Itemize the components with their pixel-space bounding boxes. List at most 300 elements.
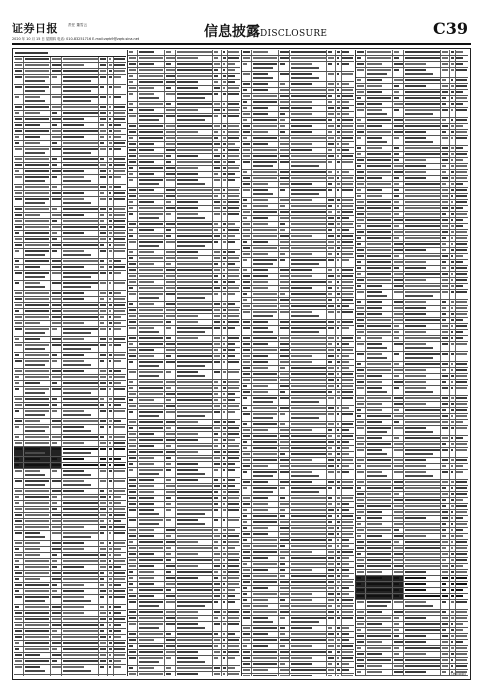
table-cell [165,222,176,227]
table-cell [242,130,252,135]
table-cell [62,457,99,462]
table-cell [51,409,62,418]
table-cell [128,404,138,409]
table-cell [14,665,24,674]
table-cell [327,592,336,597]
table-cell [252,550,279,555]
table-cell [99,291,108,296]
table-cell [252,674,279,676]
table-cell [24,95,51,104]
table-cell [356,284,366,289]
table-cell [165,468,176,477]
table-cell [327,632,336,637]
table-cell [456,480,468,485]
table-cell [456,448,468,457]
table-row [14,175,126,185]
table-cell [128,508,138,517]
table-cell [165,360,176,369]
table-cell [441,206,450,211]
table-cell [228,194,240,199]
table-cell [366,426,393,435]
table-cell [393,558,404,563]
table-row [14,281,126,291]
table-cell [242,604,252,609]
table-cell [138,124,165,129]
table-cell [165,256,176,261]
table-cell [51,531,62,540]
table-cell [213,478,222,483]
table-cell [228,558,240,563]
table-cell [24,589,51,594]
table-cell [279,562,290,567]
table-cell [393,540,404,545]
table-cell [290,292,327,297]
table-cell [404,284,441,289]
table-cell [252,422,279,427]
table-cell [356,306,366,311]
table-cell [441,528,450,533]
table-cell [176,102,213,107]
table-cell [404,68,441,77]
table-cell [252,222,279,227]
table-cell [456,146,468,151]
table-cell [441,420,450,425]
table-cell [51,337,62,342]
date-line: 2020 年 10 月 15 日 星期四 电话: 010-83251716 E-mail:zqrb9@zqrb.sina.net [12,37,140,41]
table-cell [393,380,404,385]
table-cell [242,378,252,383]
table-cell [356,558,366,563]
table-cell [242,434,252,439]
table-cell [228,108,240,113]
table-cell [128,114,138,123]
table-cell [228,582,240,587]
table-cell [128,622,138,631]
table-cell [404,552,441,557]
table-cell [393,136,404,145]
table-cell [356,420,366,425]
table-cell [62,463,99,468]
table-cell [404,634,441,639]
table-cell [24,141,51,146]
table-cell [356,380,366,385]
table-cell [228,154,240,159]
table-cell [327,550,336,555]
table-cell [279,106,290,111]
table-cell [290,452,327,457]
table-cell [128,528,138,533]
table-cell [252,82,279,87]
table-cell [128,314,138,319]
table-cell [441,230,450,235]
table-cell [393,594,404,599]
table-cell [356,118,366,123]
table-cell [393,664,404,669]
table-cell [62,85,99,94]
table-cell [14,387,24,396]
table-cell [62,291,99,296]
table-cell [279,292,290,297]
table-cell [252,72,279,81]
table-cell [128,490,138,495]
table-cell [213,194,222,199]
table-cell [441,640,450,645]
table-cell [456,188,468,193]
table-cell [404,564,441,569]
table-cell [176,576,213,581]
table-cell [290,188,327,197]
table-cell [342,240,354,245]
table-cell [456,248,468,253]
table-cell [342,434,354,439]
table-cell [279,342,290,347]
table-cell [366,528,393,533]
table-cell [290,258,327,267]
table-cell [393,504,404,509]
table-cell [327,604,336,609]
table-cell [327,336,336,341]
table-cell [356,224,366,229]
table-cell [62,213,99,218]
table-cell [393,600,404,609]
table-cell [279,148,290,153]
table-cell [342,390,354,395]
table-cell [242,154,252,159]
table-cell [393,218,404,223]
table-cell [441,664,450,669]
table-cell [342,668,354,673]
table-cell [252,234,279,239]
table-cell [366,56,393,61]
table-cell [342,336,354,341]
table-cell [342,354,354,359]
table-cell [290,170,327,175]
table-cell [342,626,354,631]
table-cell [252,274,279,279]
table-cell [279,160,290,169]
table-cell [14,69,24,74]
table-cell [327,440,336,445]
table-cell [176,124,213,129]
table-row [356,352,468,362]
table-cell [51,605,62,610]
table-cell [228,370,240,379]
table-cell [99,653,108,658]
table-cell [24,501,51,506]
table-cell [342,100,354,105]
table-cell [14,185,24,190]
table-cell [393,278,404,283]
table-cell [138,672,165,676]
table-cell [128,638,138,643]
table-cell [138,348,165,353]
table-cell [24,479,51,488]
table-cell [441,182,450,187]
table-cell [327,390,336,395]
table-cell [252,520,279,525]
table-cell [242,650,252,655]
table-cell [14,381,24,386]
table-cell [404,402,441,407]
table-cell [441,582,450,587]
table-cell [279,136,290,141]
table-cell [290,480,327,485]
table-row [128,656,240,666]
table-cell [441,248,450,253]
table-cell [327,88,336,93]
table-cell [404,306,441,311]
table-cell [114,635,126,640]
table-cell [404,254,441,259]
table-cell [327,228,336,233]
table-cell [176,50,213,55]
table-cell [228,336,240,341]
table-cell [366,108,393,117]
table-cell [327,124,336,129]
table-cell [356,492,366,497]
table-cell [356,324,366,329]
table-cell [24,337,51,342]
table-cell [327,112,336,117]
table-cell [138,644,165,649]
table-cell [356,386,366,395]
table-cell [128,672,138,676]
table-cell [99,105,108,110]
table-cell [356,50,366,55]
table-cell [456,504,468,509]
table-cell [14,617,24,622]
table-cell [279,124,290,129]
table-cell [441,492,450,497]
table-cell [62,95,99,104]
table-cell [356,56,366,61]
table-cell [51,571,62,576]
table-cell [456,534,468,539]
table-cell [24,507,51,512]
table-cell [279,274,290,279]
table-cell [228,644,240,649]
table-cell [456,206,468,211]
table-cell [14,175,24,184]
table-cell [62,69,99,74]
table-cell [213,392,222,397]
table-cell [279,222,290,227]
table-cell [342,50,354,55]
table-cell [114,629,126,634]
table-cell [176,160,213,165]
table-cell [327,496,336,501]
table-cell [252,258,279,267]
table-cell [393,646,404,651]
table-cell [213,50,222,55]
table-cell [356,664,366,669]
table-cell [176,610,213,615]
table-cell [404,182,441,187]
table-cell [242,106,252,111]
table-cell [99,369,108,374]
table-cell [366,402,393,407]
table-cell [342,326,354,335]
table-cell [228,160,240,165]
table-cell [393,306,404,311]
table-cell [228,438,240,443]
table-cell [404,558,441,563]
table-cell [252,508,279,513]
table-cell [279,320,290,325]
table-cell [441,594,450,599]
column-heading [14,50,126,57]
table-cell [327,342,336,347]
table-cell [128,582,138,587]
table-cell [242,480,252,485]
table-cell [99,249,108,258]
table-cell [176,136,213,141]
table-cell [327,568,336,573]
table-cell [404,600,441,609]
table-row [242,160,354,170]
table-cell [290,298,327,303]
table-cell [99,117,108,122]
table-cell [165,336,176,341]
table-cell [51,583,62,588]
table-cell [279,188,290,197]
table-cell [456,546,468,551]
table-cell [62,425,99,434]
table-cell [138,108,165,113]
table-cell [456,420,468,425]
table-cell [138,56,165,61]
table-cell [252,106,279,111]
table-cell [228,50,240,55]
table-cell [14,303,24,308]
table-cell [393,212,404,217]
table-cell [14,441,24,446]
table-cell [24,495,51,500]
table-cell [252,650,279,655]
table-cell [176,68,213,73]
table-cell [456,130,468,135]
table-cell [456,352,468,361]
table-cell [14,425,24,434]
table-cell [213,462,222,467]
table-cell [176,478,213,483]
table-cell [213,644,222,649]
table-cell [252,354,279,359]
table-cell [14,343,24,352]
table-cell [165,650,176,655]
table-cell [228,478,240,483]
table-cell [279,216,290,221]
table-cell [14,501,24,506]
table-cell [327,538,336,543]
table-cell [62,489,99,494]
table-cell [165,558,176,563]
table-cell [393,78,404,83]
table-cell [228,68,240,73]
table-cell [327,136,336,141]
table-cell [456,664,468,669]
table-cell [456,164,468,169]
table-cell [441,242,450,247]
table-cell [242,538,252,543]
table-cell [356,534,366,539]
table-cell [342,130,354,135]
table-cell [327,246,336,251]
table-cell [441,510,450,515]
table-cell [441,436,450,441]
table-cell [356,136,366,145]
table-cell [51,129,62,134]
table-cell [252,458,279,463]
table-cell [138,588,165,593]
table-row [14,75,126,85]
table-cell [252,182,279,187]
table-cell [176,462,213,467]
table-cell [62,381,99,386]
table-cell [114,605,126,610]
newspaper-logo: 证券日报 [12,22,58,35]
table-cell [176,392,213,397]
table-cell [279,480,290,485]
table-cell [456,516,468,521]
table-cell [24,447,51,456]
table-cell [279,100,290,105]
table-cell [456,458,468,463]
table-row [14,359,126,369]
table-cell [228,444,240,449]
table-cell [114,175,126,184]
table-cell [24,281,51,290]
table-cell [138,552,165,557]
table-cell [404,90,441,95]
table-cell [342,292,354,297]
table-cell [327,234,336,239]
table-cell [114,111,126,116]
table-cell [51,617,62,622]
table-cell [14,213,24,218]
table-cell [176,370,213,379]
table-cell [62,123,99,128]
table-cell [114,397,126,402]
table-cell [342,422,354,427]
table-cell [456,570,468,575]
table-cell [366,516,393,521]
table-cell [213,188,222,193]
table-cell [14,403,24,408]
table-cell [393,266,404,271]
table-cell [176,594,213,599]
table-cell [327,396,336,405]
table-cell [24,117,51,122]
table-cell [138,354,165,359]
table-cell [242,62,252,71]
table-cell [279,538,290,543]
table-cell [165,262,176,267]
table-cell [456,152,468,157]
table-cell [356,290,366,299]
table-cell [393,318,404,323]
table-cell [290,574,327,579]
table-cell [290,446,327,451]
table-cell [279,434,290,439]
table-cell [213,552,222,557]
table-cell [393,96,404,101]
table-cell [252,502,279,507]
table-cell [290,204,327,209]
table-cell [342,176,354,181]
table-cell [342,106,354,111]
table-cell [114,435,126,440]
